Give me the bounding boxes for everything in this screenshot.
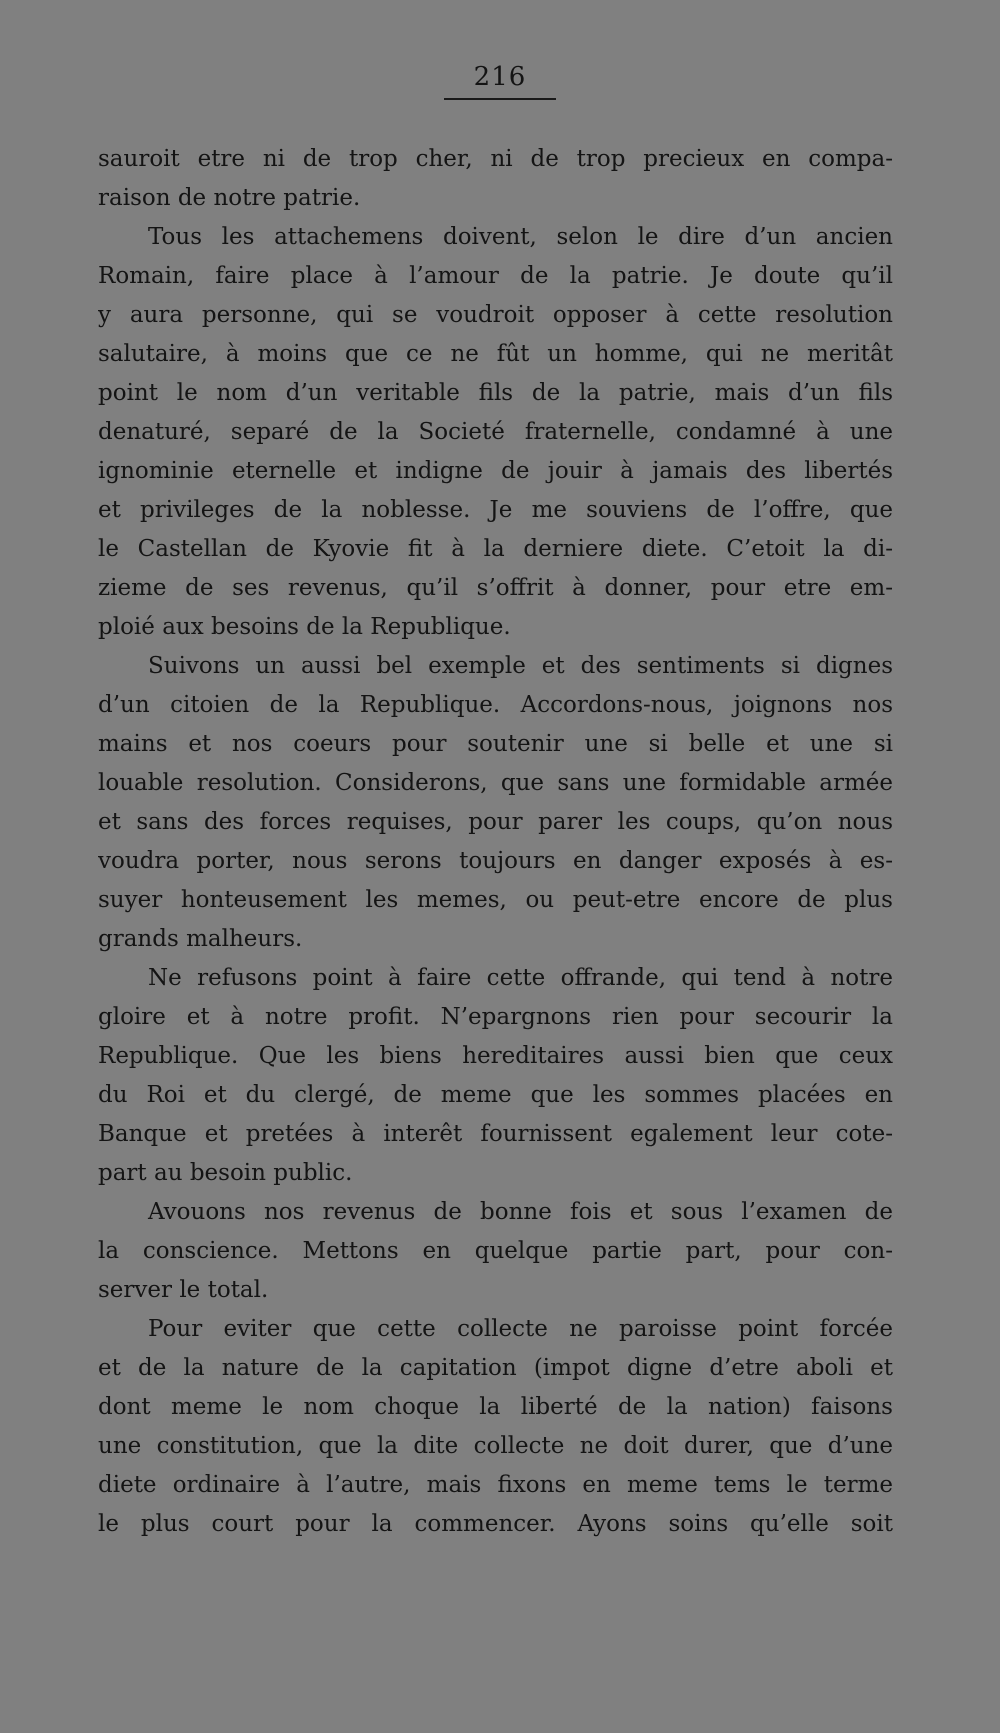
text-line: le Castellan de Kyovie fit à la derniere diete. C’etoit la di- — [98, 536, 893, 562]
text-line: Banque et pretées à interêt fournissent egalement leur cote- — [98, 1121, 893, 1147]
text-line: voudra porter, nous serons toujours en danger exposés à es- — [98, 848, 893, 874]
text-line: gloire et à notre profit. N’epargnons rien pour secourir la — [98, 1004, 893, 1030]
text-line: d’un citoien de la Republique. Accordons-nous, joignons nos — [98, 692, 893, 718]
paragraph — [98, 1193, 893, 1310]
text-line: Tous les attachemens doivent, selon le dire d’un ancien — [148, 224, 893, 250]
text-line: raison de notre patrie. — [98, 185, 361, 211]
text-line: grands malheurs. — [98, 926, 303, 952]
text-line: denaturé, separé de la Societé fraternelle, condamné à une — [98, 419, 893, 445]
paragraph — [98, 1310, 893, 1544]
text-line: suyer honteusement les memes, ou peut-etre encore de plus — [98, 887, 893, 913]
text-line: dont meme le nom choque la liberté de la nation) faisons — [98, 1394, 893, 1420]
body-text — [98, 140, 893, 1544]
text-line: diete ordinaire à l’autre, mais fixons en meme tems le terme — [98, 1472, 893, 1498]
text-line: et privileges de la noblesse. Je me souviens de l’offre, que — [98, 497, 893, 523]
text-line: point le nom d’un veritable fils de la patrie, mais d’un fils — [98, 380, 893, 406]
text-line: la conscience. Mettons en quelque partie part, pour con- — [98, 1238, 893, 1264]
text-line: sauroit etre ni de trop cher, ni de trop precieux en compa- — [98, 146, 893, 172]
text-line: zieme de ses revenus, qu’il s’offrit à donner, pour etre em- — [98, 575, 893, 601]
text-line: Suivons un aussi bel exemple et des sentiments si dignes — [148, 653, 893, 679]
text-line: Republique. Que les biens hereditaires aussi bien que ceux — [98, 1043, 893, 1069]
text-line: le plus court pour la commencer. Ayons soins qu’elle soit — [98, 1511, 893, 1537]
text-line: et de la nature de la capitation (impot digne d’etre aboli et — [98, 1355, 893, 1381]
text-line: Avouons nos revenus de bonne fois et sous l’examen de — [148, 1199, 893, 1225]
page-number: 216 — [444, 62, 556, 100]
text-line: Ne refusons point à faire cette offrande, qui tend à notre — [148, 965, 893, 991]
paragraph — [98, 647, 893, 959]
paragraph — [98, 140, 893, 218]
text-line: Pour eviter que cette collecte ne paroisse point forcée — [148, 1316, 893, 1342]
text-line: ignominie eternelle et indigne de jouir à jamais des libertés — [98, 458, 893, 484]
paragraph — [98, 959, 893, 1193]
text-line: louable resolution. Considerons, que sans une formidable armée — [98, 770, 893, 796]
text-line: salutaire, à moins que ce ne fût un homme, qui ne meritât — [98, 341, 893, 367]
text-line: y aura personne, qui se voudroit opposer à cette resolution — [98, 302, 893, 328]
text-line: du Roi et du clergé, de meme que les sommes placées en — [98, 1082, 893, 1108]
text-line: mains et nos coeurs pour soutenir une si belle et une si — [98, 731, 893, 757]
text-line: une constitution, que la dite collecte ne doit durer, que d’une — [98, 1433, 893, 1459]
text-line: part au besoin public. — [98, 1160, 353, 1186]
text-line: Romain, faire place à l’amour de la patrie. Je doute qu’il — [98, 263, 893, 289]
text-line: et sans des forces requises, pour parer les coups, qu’on nous — [98, 809, 893, 835]
page-header — [0, 62, 1000, 100]
paragraph — [98, 218, 893, 647]
text-line: server le total. — [98, 1277, 269, 1303]
text-line: ploié aux besoins de la Republique. — [98, 614, 511, 640]
